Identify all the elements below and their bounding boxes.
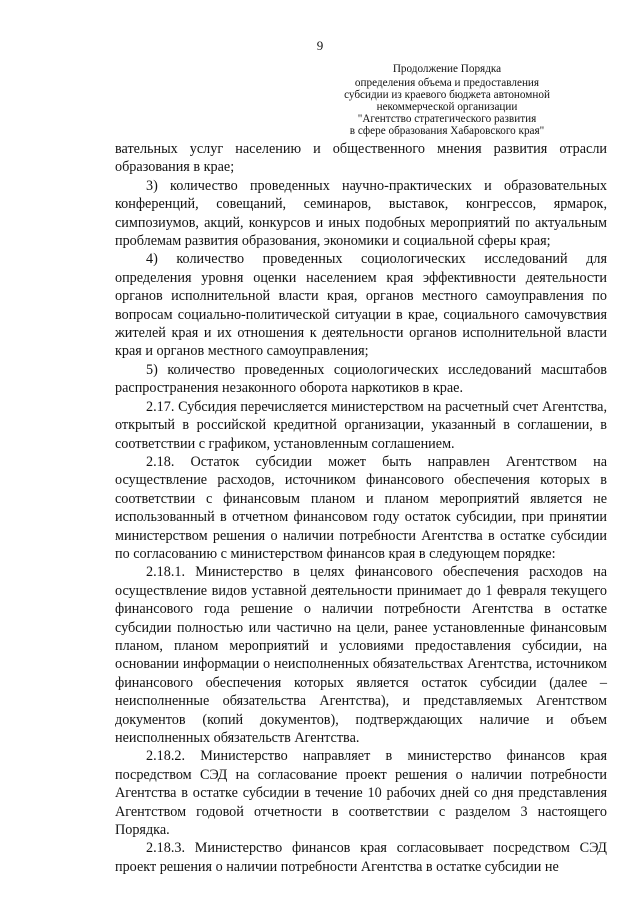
document-body [115,140,607,876]
continuation-line: субсидии из краевого бюджета автономной [344,89,550,101]
paragraph: 2.17. Субсидия перечисляется министерством на расчетный счет Агентства, открытый в российской кредитной организации, указанный в соглашении, в соответствии с графиком, установленным соглашением. [115,398,607,452]
paragraph: 2.18.3. Министерство финансов края согласовывает посредством СЭД проект решения о наличии потребности Агентства в остатке субсидии не [115,840,607,875]
paragraph: 2.18.2. Министерство направляет в министерство финансов края посредством СЭД на согласование проект решения о наличии потребности Агентства в остатке субсидии в течение 10 рабочих дней со дня представления Агентством годовой отчетности в соответствии с разделом 3 настоящего Порядка. [115,748,607,839]
paragraph: вательных услуг населению и общественного мнения развития отрасли образования в крае; [115,141,607,176]
paragraph: 5) количество проведенных социологических исследований масштабов распространения незаконного оборота наркотиков в крае. [115,361,607,397]
continuation-line: определения объема и предоставления [354,77,540,89]
page-number: 9 [316,38,324,53]
continuation-header [297,63,597,137]
paragraph: 2.18.1. Министерство в целях финансового обеспечения расходов на осуществление видов уставной деятельности принимает до 1 февраля текущего финансового года решение о наличии потребности Агентства в остатке субсидии полностью или частично на цели, ранее установленные финансовым планом, планом мероприятий и условиями предоставления субсидии, на основании информации о неисполненных обязательствах Агентства, источником финансового обеспечения которых является остаток субсидии (далее – неисполненные обязательства Агентства), и представляемых Агентством документов (копий документов), подтверждающих наличие и объем неисполненных обязательств Агентства. [115,564,607,746]
continuation-line: некоммерческой организации [376,101,518,113]
paragraph: 3) количество проведенных научно-практических и образовательных конференций, совещаний, семинаров, выставок, конгрессов, ярмарок, симпозиумов, акций, конкурсов и иных подобных мероприятий по актуальным проблемам развития образования, экономики и социальной сферы края; [115,177,607,250]
continuation-line: "Агентство стратегического развития [357,113,537,125]
continuation-line: в сфере образования Хабаровского края" [349,125,545,137]
paragraph: 4) количество проведенных социологических исследований для определения уровня оценки населением края эффективности деятельности органов исполнительной власти края, органов местного самоуправления по вопросам социально-политической ситуации в крае, социального самочувствия жителей края и их отношения к деятельности органов исполнительной власти края и органов местного самоуправления; [115,251,607,360]
continuation-heading: Продолжение Порядка [392,63,502,75]
paragraph: 2.18. Остаток субсидии может быть направлен Агентством на осуществление расходов, источником финансового обеспечения которых в соответствии с финансовым планом и планом мероприятий является не использованный в отчетном финансовом году остаток субсидии, при принятии министерством решения о наличии потребности Агентства в остатке субсидии по согласованию с министерством финансов края в следующем порядке: [115,453,607,562]
